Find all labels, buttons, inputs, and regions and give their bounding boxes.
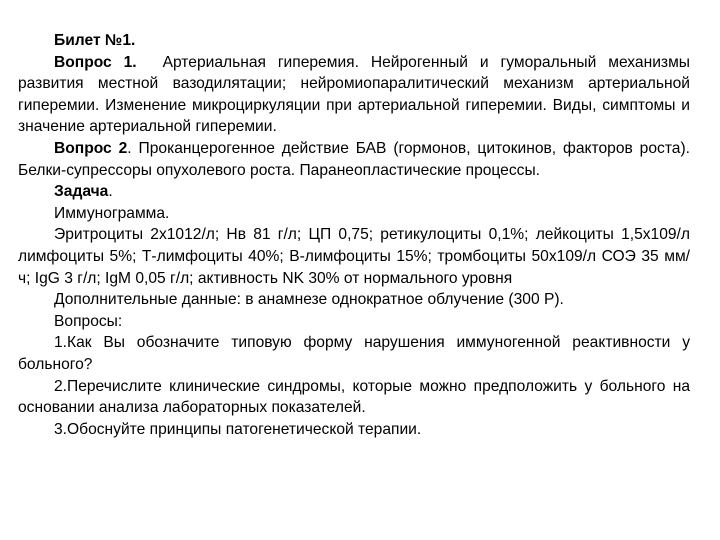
task-label-suffix: . xyxy=(108,183,113,201)
question-2-text: . Проканцерогенное действие БАВ (гормонов, цитокинов, факторов роста). Белки-супрессоры опухолевого роста. Паранеопластические процессы. xyxy=(18,139,690,179)
question-1 xyxy=(18,52,690,138)
task-heading xyxy=(18,181,690,203)
task-additional: Дополнительные данные: в анамнезе однократное облучение (300 Р). xyxy=(54,291,564,309)
question-2 xyxy=(18,138,690,181)
task-data: Эритроциты 2х1012/л; Нв 81 г/л; ЦП 0,75; ретикулоциты 0,1%; лейкоциты 1,5х109/л лимфоциты 5%; Т-лимфоциты 40%; В-лимфоциты 15%; тромбоциты 50х109/л СОЭ 35 мм/ч; IgG 3 г/л; IgM 0,05 г/л; активность NK 30% от нормального уровня xyxy=(18,226,690,287)
task-label: Задача xyxy=(54,183,109,201)
task-question-2: 2.Перечислите клинические синдромы, которые можно предположить у больного на основании анализа лабораторных показателей. xyxy=(18,377,690,417)
exam-ticket xyxy=(18,30,690,440)
question-1-label: Вопрос 1. xyxy=(54,53,137,71)
ticket-title: Билет №1. xyxy=(54,32,136,49)
task-subtitle: Иммунограмма. xyxy=(54,204,170,222)
ticket-title-line xyxy=(18,30,690,52)
task-question-3: 3.Обоснуйте принципы патогенетической терапии. xyxy=(54,420,422,438)
task-question-1: 1.Как Вы обозначите типовую форму нарушения иммуногенной реактивности у больного? xyxy=(18,334,690,373)
task-questions-label: Вопросы: xyxy=(54,312,123,330)
question-2-label: Вопрос 2 xyxy=(54,139,128,157)
question-1-text: Артериальная гиперемия. Нейрогенный и гуморальный механизмы развития местной вазодилятации; нейромиопаралитический механизм артериальной гиперемии. Изменение микроциркуляции при артериальной гиперемии. Виды, симптомы и значение артериальной гиперемии. xyxy=(18,53,691,136)
